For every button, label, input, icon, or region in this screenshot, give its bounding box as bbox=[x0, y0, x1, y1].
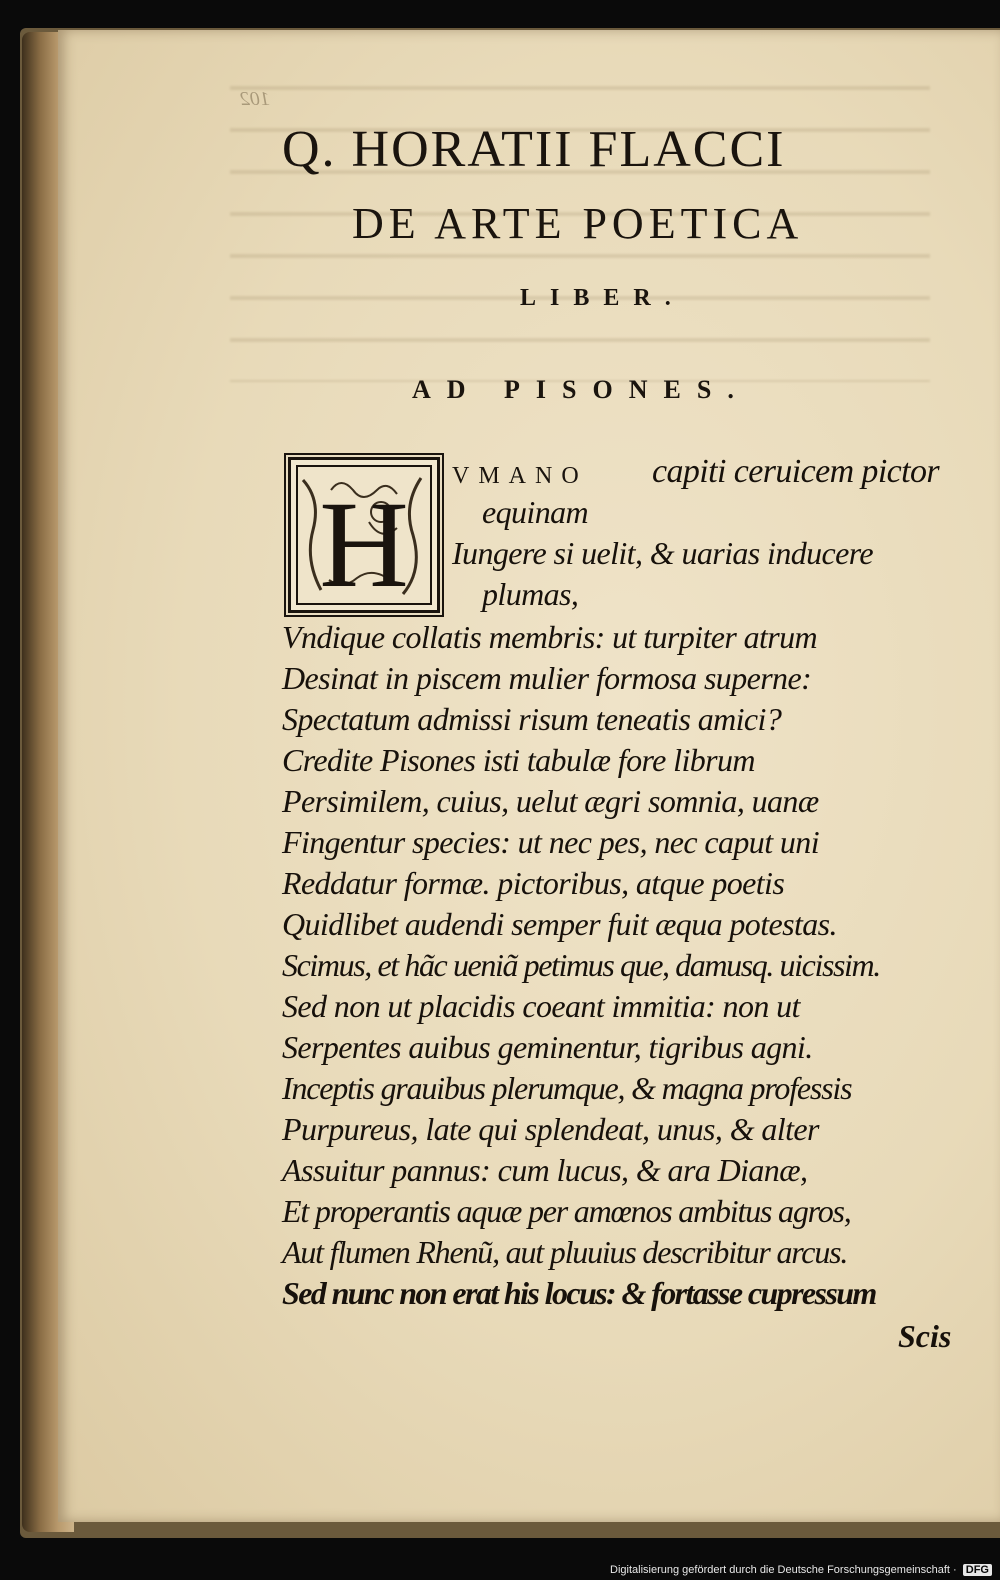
title-liber: LIBER. bbox=[520, 285, 685, 311]
verse-line: Assuitur pannus: cum lucus, & ara Dianæ, bbox=[282, 1152, 808, 1188]
verse-line: Sed non ut placidis coeant immitia: non ut bbox=[282, 988, 800, 1024]
footer-text: Digitalisierung gefördert durch die Deutsche Forschungsgemeinschaft bbox=[610, 1564, 950, 1576]
verse-line: Serpentes auibus geminentur, tigribus agni. bbox=[282, 1029, 813, 1065]
decorated-initial bbox=[288, 457, 440, 613]
verse-line: Scimus, et hãc ueniã petimus que, damusq. uicissim. bbox=[282, 947, 880, 983]
verse-line: equinam bbox=[482, 494, 589, 530]
title-author: Q. HORATII FLACCI bbox=[282, 121, 786, 178]
verse-line: Fingentur species: ut nec pes, nec caput uni bbox=[282, 824, 819, 860]
digitization-footer: Digitalisierung gefördert durch die Deutsche Forschungsgemeinschaft · DFG bbox=[610, 1564, 992, 1576]
first-word-small-caps: VMANO bbox=[452, 463, 588, 489]
decorated-initial-h-icon bbox=[291, 460, 437, 610]
verse-line: Iungere si uelit, & uarias inducere bbox=[452, 535, 874, 571]
verse-line: Purpureus, late qui splendeat, unus, & alter bbox=[282, 1111, 819, 1147]
show-through-folio: 102 bbox=[240, 88, 270, 110]
verse-line: Quidlibet audendi semper fuit æqua potestas. bbox=[282, 906, 837, 942]
verse-line: Persimilem, cuius, uelut ægri somnia, uanæ bbox=[282, 783, 819, 819]
verse-line: Et properantis aquæ per amœnos ambitus agros, bbox=[282, 1193, 851, 1229]
dfg-logo-icon: DFG bbox=[963, 1564, 992, 1576]
verse-line: plumas, bbox=[482, 576, 579, 612]
verse-line: Aut flumen Rhenũ, aut pluuius describitur arcus. bbox=[282, 1234, 848, 1270]
verse-line: Desinat in piscem mulier formosa superne: bbox=[282, 660, 812, 696]
verse-line: Credite Pisones isti tabulæ fore librum bbox=[282, 742, 755, 778]
verse-line: Vndique collatis membris: ut turpiter atrum bbox=[282, 619, 818, 655]
verse-line: capiti ceruicem pictor bbox=[652, 453, 940, 490]
dedication: AD PISONES. bbox=[412, 375, 750, 404]
verse-line: Reddatur formæ. pictoribus, atque poetis bbox=[282, 865, 785, 901]
verse-line: Sed nunc non erat his locus: & fortasse cupressum bbox=[282, 1275, 876, 1311]
verse-line: Inceptis grauibus plerumque, & magna professis bbox=[282, 1070, 852, 1106]
title-work: DE ARTE POETICA bbox=[352, 199, 804, 248]
svg-text:H: H bbox=[319, 476, 409, 610]
verse-line: Spectatum admissi risum teneatis amici? bbox=[282, 701, 782, 737]
catchword: Scis bbox=[898, 1318, 952, 1354]
